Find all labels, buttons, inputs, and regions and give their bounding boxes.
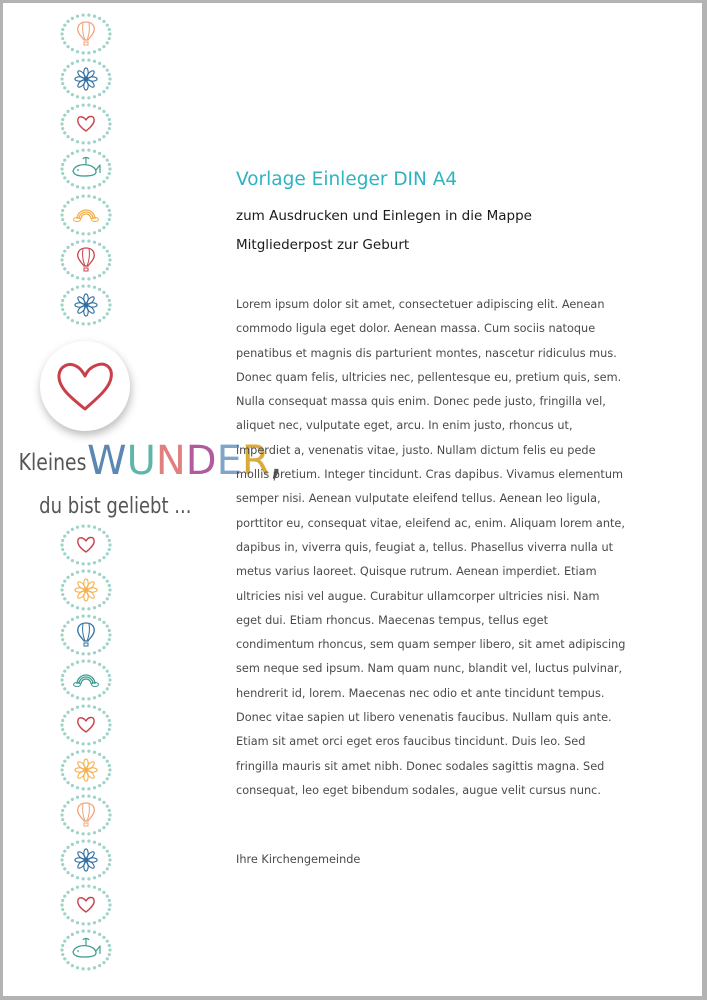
- balloon-icon: [58, 614, 114, 656]
- body-text: Lorem ipsum dolor sit amet, consectetuer adipiscing elit. Aenean commodo ligula eget dolor. Aenean massa. Cum sociis natoque penatibus et magnis dis parturient montes, nascetur ridiculus mus. Donec quam felis, ultricies nec, pellentesque eu, pretium quis, sem. Nulla consequat massa quis enim. Donec pede justo, fringilla vel, aliquet nec, vulputate eget, arcu. In enim justo, rhoncus ut, imperdiet a, venenatis vitae, justo. Nullam dictum felis eu pede mollis pretium. Integer tincidunt. Cras dapibus. Vivamus elementum semper nisi. Aenean vulputate eleifend tellus. Aenean leo ligula, porttitor eu, consequat vitae, eleifend ac, enim. Aliquam lorem ante, dapibus in, viverra quis, feugiat a, tellus. Phasellus viverra nulla ut metus varius laoreet. Quisque rutrum. Aenean imperdiet. Etiam ultricies nisi vel augue. Curabitur ullamcorper ultricies nisi. Nam eget dui. Etiam rhoncus. Maecenas tempus, tellus eget condimentum rhoncus, sem quam semper libero, sit amet adipiscing sem neque sed ipsum. Nam quam nunc, blandit vel, luctus pulvinar, hendrerit id, lorem. Maecenas nec odio et ante tincidunt tempus. Donec vitae sapien ut libero venenatis faucibus. Nullam quis ante. Etiam sit amet orci eget eros faucibus tincidunt. Duis leo. Sed fringilla mauris sit amet nibh. Donec sodales sagittis magna. Sed consequat, leo eget bibendum sodales, augue velit cursus nunc.: [236, 298, 626, 797]
- tagline-letter-n: N: [155, 438, 186, 484]
- heart-icon: [58, 103, 114, 145]
- flower-icon: [58, 569, 114, 611]
- signature: Ihre Kirchengemeinde: [236, 853, 361, 866]
- document-page: [3, 3, 702, 996]
- big-heart-icon: [40, 341, 130, 431]
- tagline-line2: du bist geliebt ...: [39, 492, 192, 519]
- tagline-comma: ,: [269, 438, 283, 484]
- whale-icon: [58, 148, 114, 190]
- big-heart-shape: [59, 364, 111, 409]
- whale-icon: [58, 929, 114, 971]
- tagline-letter-u: U: [126, 438, 156, 484]
- balloon-icon: [58, 13, 114, 55]
- heart-icon: [58, 884, 114, 926]
- tagline-letter-w: W: [87, 438, 127, 484]
- flower-icon: [58, 58, 114, 100]
- heart-icon: [58, 524, 114, 566]
- flower-icon: [58, 284, 114, 326]
- flower-icon: [58, 749, 114, 791]
- balloon-icon: [58, 794, 114, 836]
- heart-icon: [58, 704, 114, 746]
- tagline-letter-r: R: [241, 438, 270, 484]
- tagline-word-kleines: Kleines: [18, 448, 87, 476]
- heart-medallion: [40, 341, 130, 431]
- document-subtitle-1: zum Ausdrucken und Einlegen in die Mappe: [236, 208, 532, 224]
- balloon-icon: [58, 239, 114, 281]
- document-title: Vorlage Einleger DIN A4: [236, 169, 458, 190]
- tagline-letter-e: E: [216, 438, 242, 484]
- rainbow-icon: [58, 659, 114, 701]
- rainbow-icon: [58, 194, 114, 236]
- document-subtitle-2: Mitgliederpost zur Geburt: [236, 237, 410, 253]
- flower-icon: [58, 839, 114, 881]
- tagline-letter-d: D: [185, 438, 217, 484]
- tagline-lettering: [17, 425, 283, 525]
